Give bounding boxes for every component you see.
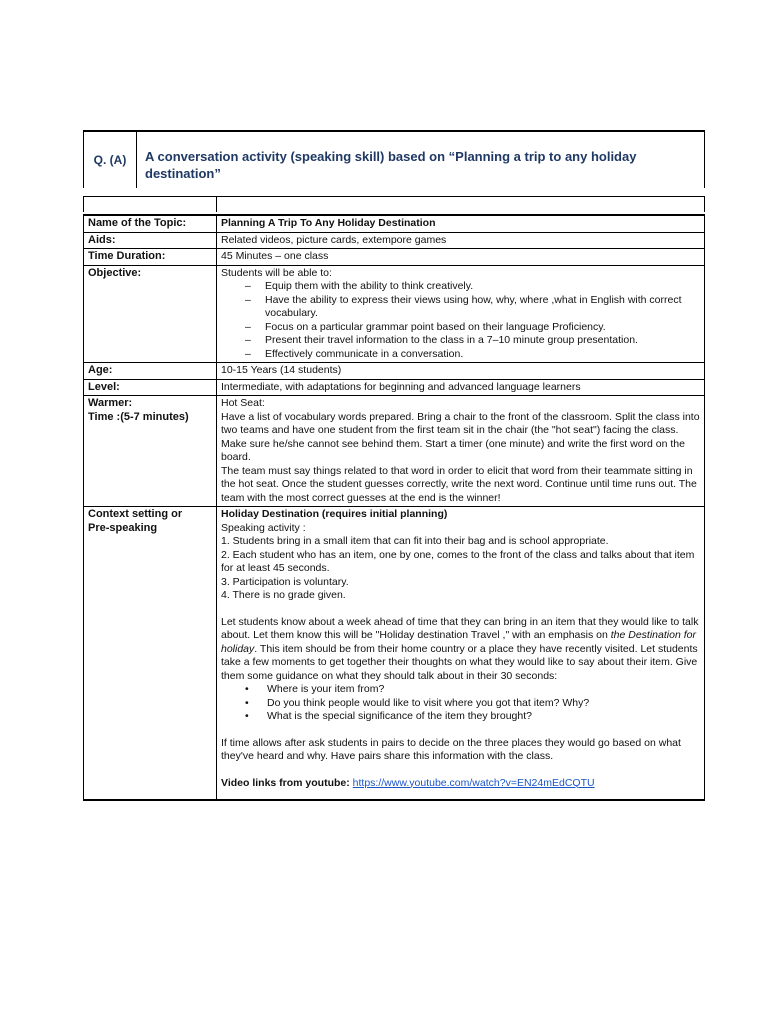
context-step: 3. Participation is voluntary. — [221, 575, 349, 588]
list-item: – Have the ability to express their views using how, why, where ,what in English with correct vocabulary. — [245, 294, 701, 321]
row-context — [84, 507, 705, 801]
objective-label: Objective: — [84, 265, 217, 363]
row-age — [84, 363, 705, 380]
spacer-row — [83, 196, 705, 212]
objective-intro: Students will be able to: — [221, 266, 332, 279]
warmer-value — [217, 396, 705, 507]
aids-value: Related videos, picture cards, extempore games — [217, 232, 705, 249]
row-level — [84, 379, 705, 396]
list-item: • What is the special significance of the item they brought? — [265, 710, 701, 724]
row-topic — [84, 215, 705, 232]
pre-speaking-label: Pre-speaking — [88, 521, 158, 534]
list-item: – Effectively communicate in a conversation. — [245, 348, 701, 362]
aids-label: Aids: — [84, 232, 217, 249]
warmer-label: Warmer: — [88, 397, 133, 409]
row-objective — [84, 265, 705, 363]
list-item: – Present their travel information to the class in a 7–10 minute group presentation. — [245, 334, 701, 348]
topic-label: Name of the Topic: — [84, 215, 217, 232]
warmer-paragraph-1: Have a list of vocabulary words prepared. Bring a chair to the front of the classroom. Split the class into two teams and have one student from the first team sit in the chair (the "hot seat") facing the class. Make sure he/she cannot see behind them. Start a timer (one minute) and write the first word on the board. — [221, 410, 700, 463]
context-paragraph-a: Let students know about a week ahead of time that they can bring in an item that they would like to talk about. Let them know this will be "Holiday destination Travel ," with an emphasis on — [221, 615, 699, 641]
context-paragraph-b: . This item should be from their home country or a place they have recently visited. Let students take a few moments to get together their thoughts on what they would like to say about their item. Give them some guidance on what they should talk about in their 30 seconds: — [221, 642, 698, 682]
warmer-time: Time :(5-7 minutes) — [88, 410, 189, 423]
context-paragraph — [221, 616, 701, 684]
objective-value — [217, 265, 705, 363]
youtube-link[interactable]: https://www.youtube.com/watch?v=EN24mEdCQTU — [352, 776, 595, 789]
video-label: Video links from youtube — [221, 776, 347, 789]
question-header — [83, 130, 705, 188]
context-step: 4. There is no grade given. — [221, 589, 346, 601]
closing-paragraph: If time allows after ask students in pairs to decide on the three places they would go based on what they've heard and why. Have pairs share this information with the class. — [221, 736, 681, 762]
age-value: 10-15 Years (14 students) — [217, 363, 705, 380]
warmer-label-cell — [84, 396, 217, 507]
context-label: Context setting or — [88, 508, 183, 520]
lesson-plan-table — [83, 214, 705, 801]
context-paragraph-italic: the Destination for holiday — [221, 629, 696, 655]
context-title: Holiday Destination (requires initial planning) — [221, 508, 448, 520]
age-label: Age: — [84, 363, 217, 380]
context-step: 1. Students bring in a small item that can fit into their bag and is school appropriate. — [221, 535, 609, 547]
list-item: • Where is your item from? — [265, 683, 701, 697]
list-item: – Focus on a particular grammar point based on their language Proficiency. — [245, 321, 701, 335]
context-value — [217, 507, 705, 801]
list-item: – Equip them with the ability to think creatively. — [245, 280, 701, 294]
warmer-title: Hot Seat: — [221, 397, 265, 409]
list-item: • Do you think people would like to visit where you got that item? Why? — [265, 697, 701, 711]
level-value: Intermediate, with adaptations for beginning and advanced language learners — [217, 379, 705, 396]
video-links: Video links from youtube: https://www.youtube.com/watch?v=EN24mEdCQTU — [221, 776, 595, 789]
duration-value: 45 Minutes – one class — [217, 249, 705, 266]
context-subtitle: Speaking activity : — [221, 521, 306, 534]
level-label: Level: — [84, 379, 217, 396]
row-aids — [84, 232, 705, 249]
question-number: Q. (A) — [84, 132, 137, 188]
activity-title: A conversation activity (speaking skill) based on “Planning a trip to any holiday destination” — [145, 149, 637, 181]
warmer-paragraph-2: The team must say things related to that word in order to elicit that word from their teammate sitting in the hot seat. Once the student guesses correctly, write the next word. Continue until time runs out. The team with the most correct guesses at the end is the winner! — [221, 464, 697, 504]
objective-list — [221, 280, 701, 361]
row-duration — [84, 249, 705, 266]
row-warmer — [84, 396, 705, 507]
guidance-list — [221, 683, 701, 724]
duration-label: Time Duration: — [84, 249, 217, 266]
topic-value: Planning A Trip To Any Holiday Destination — [217, 215, 705, 232]
context-step: 2. Each student who has an item, one by one, comes to the front of the class and talks about that item for at least 45 seconds. — [221, 548, 695, 574]
context-label-cell — [84, 507, 217, 801]
